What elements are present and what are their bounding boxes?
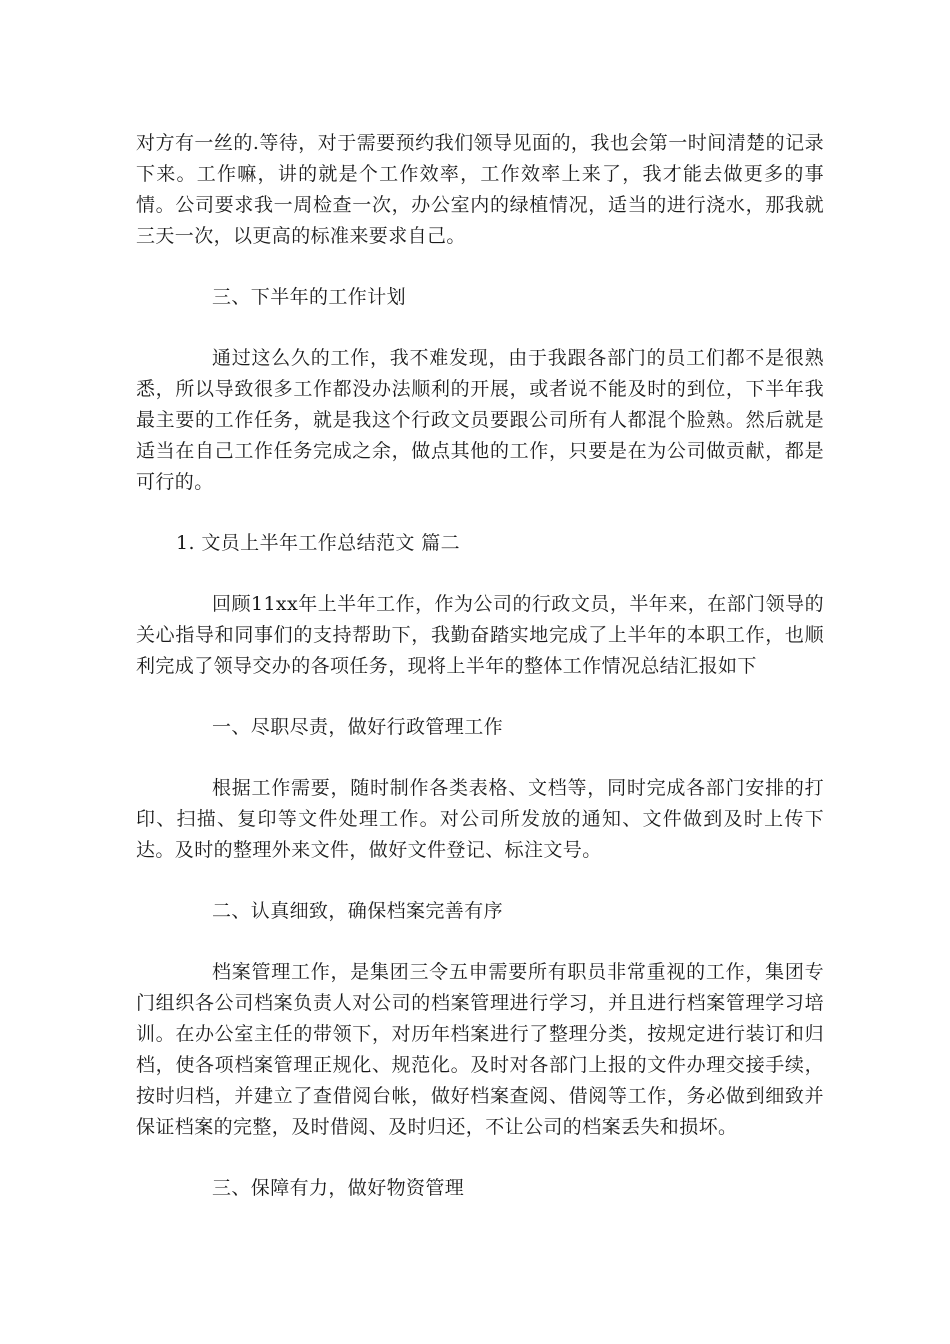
continuation-paragraph: 对方有一丝的.等待，对于需要预约我们领导见面的，我也会第一时间清楚的记录下来。工作嘛，讲的就是个工作效率，工作效率上来了，我才能去做更多的事情。公司要求我一周检查一次，办公室内的绿植情况，适当的进行浇水，那我就三天一次，以更高的标准来要求自己。 [136,132,824,247]
heading-second-half-plan: 三、下半年的工作计划 [212,286,407,308]
plan-paragraph: 通过这么久的工作，我不难发现，由于我跟各部门的员工们都不是很熟悉，所以导致很多工作都没办法顺利的开展，或者说不能及时的到位，下半年我最主要的工作任务，就是我这个行政文员要跟公司所有人都混个脸熟。然后就是适当在自己工作任务完成之余，做点其他的工作，只要是在为公司做贡献，都是可行的。 [136,347,824,493]
intro-paragraph: 回顾11xx年上半年工作，作为公司的行政文员，半年来，在部门领导的关心指导和同事们的支持帮助下，我勤奋踏实地完成了上半年的本职工作，也顺利完成了领导交办的各项任务，现将上半年的整体工作情况总结汇报如下 [136,593,824,677]
heading-admin-management: 一、尽职尽责，做好行政管理工作 [212,716,504,738]
admin-paragraph: 根据工作需要，随时制作各类表格、文档等，同时完成各部门安排的打印、扫描、复印等文件处理工作。对公司所发放的通知、文件做到及时上传下达。及时的整理外来文件，做好文件登记、标注文号。 [136,777,824,861]
heading-supplies-management: 三、保障有力，做好物资管理 [212,1177,465,1199]
section-title: 1. 文员上半年工作总结范文 篇二 [176,532,461,554]
heading-archive-management: 二、认真细致，确保档案完善有序 [212,900,504,922]
archive-paragraph: 档案管理工作，是集团三令五申需要所有职员非常重视的工作，集团专门组织各公司档案负责人对公司的档案管理进行学习，并且进行档案管理学习培训。在办公室主任的带领下，对历年档案进行了整理分类，按规定进行装订和归档，使各项档案管理正规化、规范化。及时对各部门上报的文件办理交接手续，按时归档，并建立了查借阅台帐，做好档案查阅、借阅等工作，务必做到细致并保证档案的完整，及时借阅、及时归还，不让公司的档案丢失和损坏。 [136,961,824,1138]
document-page [136,128,824,1204]
